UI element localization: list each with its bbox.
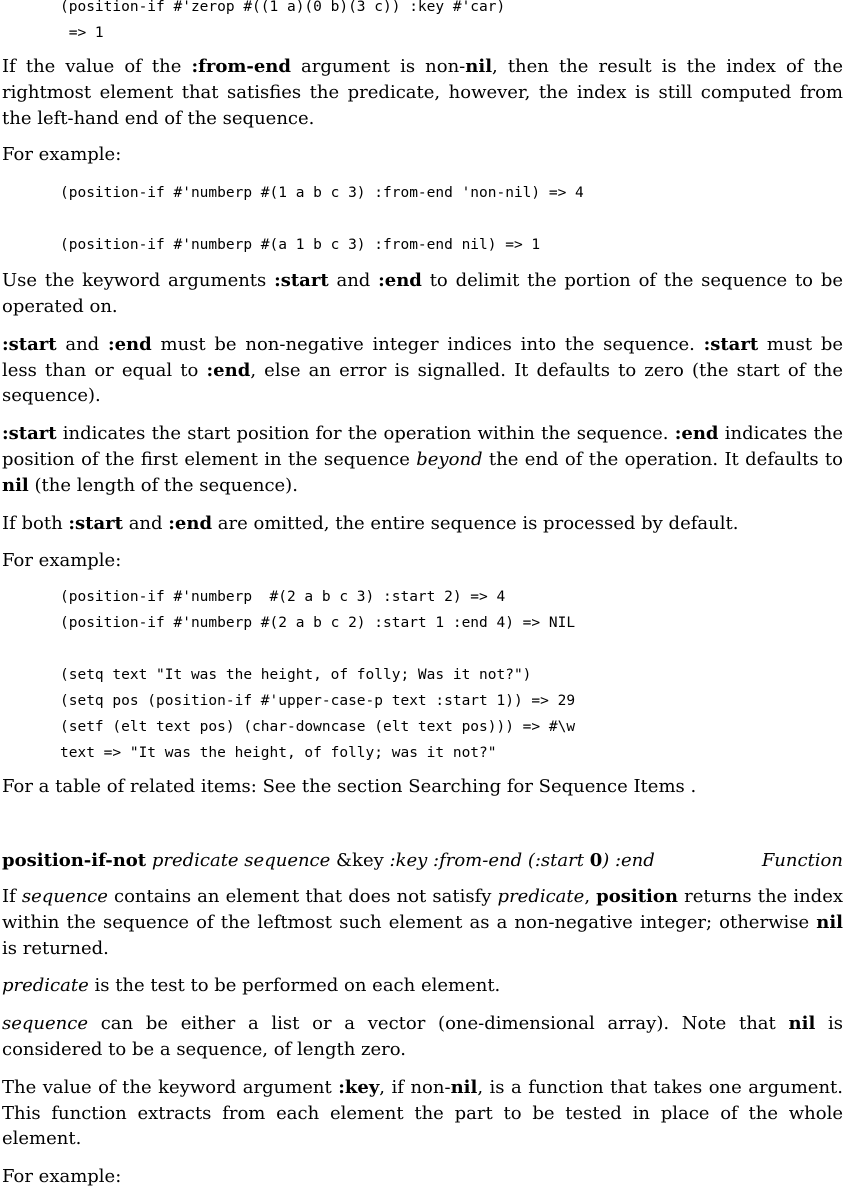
paragraph-predicate: predicate is the test to be performed on each element. xyxy=(2,975,501,997)
code-example-from-end xyxy=(60,180,843,258)
function-signature: position-if-not predicate sequence &key :key :from-end (:start 0) :end Function xyxy=(2,848,843,874)
code-line: (setf (elt text pos) (char-downcase (elt text pos))) => #\w xyxy=(60,719,576,736)
code-example-start-end xyxy=(60,584,843,766)
paragraph-start-end-usage: Use the keyword arguments :start and :end to delimit the portion of the sequence to be operated on. xyxy=(2,270,843,317)
code-line: (setq text "It was the height, of folly; Was it not?") xyxy=(60,667,532,684)
function-kind: Function xyxy=(761,849,843,871)
paragraph-key-argument: The value of the keyword argument :key, if non-nil, is a function that takes one argument. This function extracts from each element the part to be tested in place of the whole element. xyxy=(2,1076,844,1150)
code-line: (position-if #'numberp #(1 a b c 3) :from-end 'non-nil) => 4 xyxy=(60,185,584,202)
paragraph-both-omitted: If both :start and :end are omitted, the entire sequence is processed by default. xyxy=(2,512,739,534)
code-line: (setq pos (position-if #'upper-case-p text :start 1)) => 29 xyxy=(60,693,576,710)
code-line: (position-if #'numberp #(a 1 b c 3) :from-end nil) => 1 xyxy=(60,237,541,254)
paragraph-from-end: If the value of the :from-end argument is non-nil, then the result is the index of the rightmost element that satisfies the predicate, however, the index is still computed from the left-hand end of the sequence. xyxy=(2,56,843,129)
code-line: => 1 xyxy=(60,25,104,41)
function-name: position-if-not xyxy=(2,849,147,871)
code-line: (position-if #'zerop #((1 a)(0 b)(3 c)) :key #'car) xyxy=(60,0,506,15)
paragraph-related-items: For a table of related items: See the section Searching for Sequence Items . xyxy=(2,776,697,798)
paragraph-position-if-not-description: If sequence contains an element that does not satisfy predicate, position returns the index within the sequence of the leftmost such element as a non-negative integer; otherwise nil is returned. xyxy=(2,885,843,959)
document-page xyxy=(2,0,843,1190)
code-example-zerop xyxy=(60,0,843,46)
paragraph-start-end-constraints: :start and :end must be non-negative integer indices into the sequence. :start must be less than or equal to :end, else an error is signalled. It defaults to zero (the start of the sequence). xyxy=(2,333,843,407)
for-example-label: For example: xyxy=(2,550,122,572)
paragraph-sequence: sequence can be either a list or a vector (one-dimensional array). Note that nil is considered to be a sequence, of length zero. xyxy=(2,1013,844,1060)
for-example-label: For example: xyxy=(2,1166,122,1188)
paragraph-start-end-meaning: :start indicates the start position for the operation within the sequence. :end indicates the position of the first element in the sequence beyond the end of the operation. It defaults to nil (the length of the sequence). xyxy=(2,423,843,496)
code-line: (position-if #'numberp #(2 a b c 2) :start 1 :end 4) => NIL xyxy=(60,615,576,632)
code-line: text => "It was the height, of folly; was it not?" xyxy=(60,745,497,762)
for-example-label: For example: xyxy=(2,144,122,166)
code-line: (position-if #'numberp #(2 a b c 3) :start 2) => 4 xyxy=(60,589,506,606)
